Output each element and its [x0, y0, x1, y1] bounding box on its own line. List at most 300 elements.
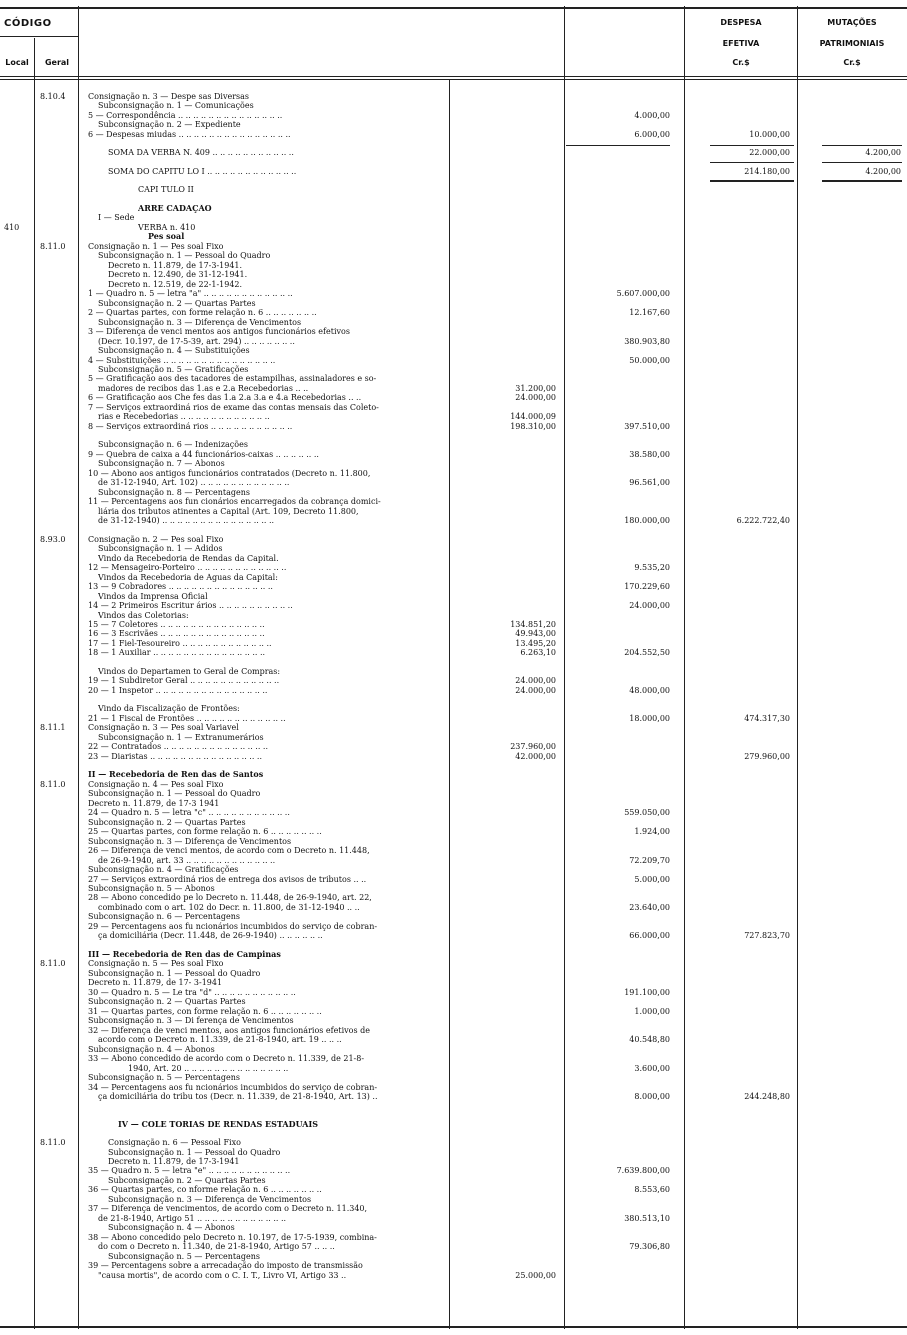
row-desc: 13 — 9 Cobradores .. .. .. .. .. .. .. .. .. .. .. .. .. .. [88, 582, 273, 591]
row-desc: Consignação n. 2 — Pes soal Fixo [88, 535, 224, 544]
row-b: 40.548,80 [629, 1035, 670, 1044]
row-desc: 9 — Quebra de caixa a 44 funcionários-caixas .. .. .. .. .. .. [88, 450, 319, 459]
row-c: 474.317,30 [744, 714, 790, 723]
table-row [0, 318, 907, 327]
table-row [0, 280, 907, 289]
table-row [0, 997, 907, 1006]
table-row [0, 101, 907, 110]
row-a: 13.495,20 [515, 639, 556, 648]
row-b: 38.580,00 [629, 450, 670, 459]
table-row [0, 582, 907, 591]
table-row [0, 827, 907, 836]
table-row [0, 1233, 907, 1242]
row-desc: 10 — Abono aos antigos funcionários contratados (Decreto n. 11.800, [88, 469, 371, 478]
row-desc: Decreto n. 11.879, de 17- 3-1941 [88, 978, 223, 987]
row-desc: madores de recibos das 1.as e 2.a Recebedorias .. .. [98, 384, 309, 393]
table-row [0, 1092, 907, 1101]
row-desc: IV — COLE TORIAS DE RENDAS ESTADUAIS [118, 1120, 319, 1129]
bottom-border [0, 1326, 907, 1328]
row-b: 397.510,00 [624, 422, 670, 431]
table-row [0, 969, 907, 978]
row-desc: 21 — 1 Fiscal de Frontões .. .. .. .. .. .. .. .. .. .. .. .. [88, 714, 286, 723]
table-row [0, 1120, 907, 1129]
table-row [0, 120, 907, 129]
table-row [0, 544, 907, 553]
row-desc: combinado com o art. 102 do Decr. n. 11.800, de 31-12-1940 .. .. [98, 903, 360, 912]
table-row [0, 837, 907, 846]
header-bottom-rule-2 [0, 79, 907, 80]
row-desc: Subconsignação n. 6 — Percentagens [88, 912, 240, 921]
row-desc: Vindos da Imprensa Oficial [98, 592, 208, 601]
row-b: 72.209,70 [629, 856, 670, 865]
table-row [0, 1176, 907, 1185]
table-row [0, 884, 907, 893]
row-a: 6.263,10 [520, 648, 556, 657]
row-b: 5.607.000,00 [616, 289, 670, 298]
table-row [0, 261, 907, 270]
row-b: 559.050,00 [624, 808, 670, 817]
row-desc: Subconsignação n. 5 — Percentagens [108, 1252, 260, 1261]
row-a: 42.000,00 [515, 752, 556, 761]
row-desc: 32 — Diferença de venci mentos, aos antigos funcionários efetivos de [88, 1026, 370, 1035]
row-desc: 17 — 1 Fiel-Tesoureiro .. .. .. .. .. .. .. .. .. .. .. .. [88, 639, 272, 648]
row-b: 50.000,00 [629, 356, 670, 365]
row-desc: Vindo da Fiscalização de Frontões: [98, 704, 240, 713]
table-row [0, 374, 907, 383]
row-b: 170.229,60 [624, 582, 670, 591]
table-row [0, 620, 907, 629]
row-desc: "causa mortis", de acordo com o C. I. T., Livro VI, Artigo 33 .. [98, 1271, 347, 1280]
row-desc: Subconsignação n. 4 — Gratificações [88, 865, 239, 874]
row-a: 24.000,00 [515, 686, 556, 695]
row-b: 191.100,00 [624, 988, 670, 997]
table-row [0, 469, 907, 478]
row-desc: SOMA DA VERBA N. 409 .. .. .. .. .. .. .. .. .. .. .. [108, 148, 294, 157]
table-row [0, 1035, 907, 1044]
row-desc: 8 — Serviços extraordiná rios .. .. .. .. .. .. .. .. .. .. .. [88, 422, 293, 431]
table-row [0, 204, 907, 213]
row-desc: de 31-12-1940, Art. 102) .. .. .. .. .. .. .. .. .. .. .. .. [98, 478, 290, 487]
row-a: 134.851,20 [510, 620, 556, 629]
table-row [0, 563, 907, 572]
row-desc: Vindos da Recebedoria de Águas da Capital: [98, 573, 278, 582]
row-desc: Subconsignação n. 1 — Comunicações [98, 101, 254, 110]
row-desc: ça domiciliária (Decr. 11.448, de 26-9-1940) .. .. .. .. .. .. [98, 931, 323, 940]
row-desc: ARRE CADAÇÃO [138, 204, 212, 213]
table-row [0, 648, 907, 657]
row-desc: Subconsignação n. 4 — Abonos [108, 1223, 235, 1232]
header-bottom-rule [0, 76, 907, 77]
row-desc: CAPI TULO II [138, 185, 194, 194]
row-c: 6.222.722,40 [736, 516, 790, 525]
row-desc: Subconsignação n. 4 — Substituições [98, 346, 250, 355]
row-b: 380.903,80 [624, 337, 670, 346]
table-row [0, 1261, 907, 1270]
table-row [0, 1016, 907, 1025]
row-desc: 39 — Percentagens sobre a arrecadação do imposto de transmissão [88, 1261, 363, 1270]
row-b: 66.000,00 [629, 931, 670, 940]
row-desc: 25 — Quartas partes, con forme relação n. 6 .. .. .. .. .. .. .. [88, 827, 322, 836]
row-d: 4.200,00 [865, 167, 901, 176]
table-row [0, 723, 907, 732]
table-row [0, 337, 907, 346]
row-desc: VERBA n. 410 [138, 223, 196, 232]
row-b: 1.924,00 [634, 827, 670, 836]
row-desc: liária dos tributos atinentes a Capital (Art. 109, Decreto 11.800, [98, 507, 359, 516]
header-mutacoes-1: MUTAÇÕES [827, 18, 877, 27]
row-desc: Subconsignação n. 5 — Abonos [88, 884, 215, 893]
row-b: 3.600,00 [634, 1064, 670, 1073]
row-desc: Consignação n. 3 — Pes soal Variavel [88, 723, 239, 732]
row-desc: 22 — Contratados .. .. .. .. .. .. .. .. .. .. .. .. .. .. [88, 742, 268, 751]
row-geral: 8.11.0 [40, 1138, 66, 1147]
row-desc: 19 — 1 Subdiretor Geral .. .. .. .. .. .. .. .. .. .. .. .. [88, 676, 280, 685]
row-desc: 16 — 3 Escrivães .. .. .. .. .. .. .. .. .. .. .. .. .. .. [88, 629, 265, 638]
table-row [0, 111, 907, 120]
row-b: 9.535,20 [634, 563, 670, 572]
table-row [0, 808, 907, 817]
row-c: 244.248,80 [744, 1092, 790, 1101]
table-row [0, 875, 907, 884]
header-despesa-2: EFETIVA [722, 39, 760, 48]
table-row [0, 931, 907, 940]
row-desc: 29 — Percentagens aos fu ncionários incumbidos do serviço de cobran- [88, 922, 378, 931]
row-desc: Subconsignação n. 1 — Pessoal do Quadro [88, 969, 261, 978]
table-row [0, 497, 907, 506]
row-a: 198.310,00 [510, 422, 556, 431]
table-row [0, 1054, 907, 1063]
row-b: 204.552,50 [624, 648, 670, 657]
header-codigo: CÓDIGO [4, 18, 52, 29]
table-row [0, 1007, 907, 1016]
table-row [0, 92, 907, 101]
row-b: 48.000,00 [629, 686, 670, 695]
row-b: 7.639.800,00 [616, 1166, 670, 1175]
table-row [0, 535, 907, 544]
table-row [0, 1026, 907, 1035]
row-desc: Subconsignação n. 2 — Quartas Partes [88, 997, 246, 1006]
table-row [0, 1148, 907, 1157]
row-desc: 5 — Correspondência .. .. .. .. .. .. .. .. .. .. .. .. .. .. [88, 111, 283, 120]
table-row [0, 1138, 907, 1147]
table-row [0, 450, 907, 459]
table-row [0, 639, 907, 648]
row-desc: 11 — Percentagens aos fun cionários encarregados da cobrança domici- [88, 497, 381, 506]
row-desc: 31 — Quartas partes, con forme relação n. 6 .. .. .. .. .. .. .. [88, 1007, 322, 1016]
row-desc: II — Recebedoria de Ren das de Santos [88, 770, 264, 779]
table-row [0, 629, 907, 638]
row-desc: Vindos do Departamen to Geral de Compras: [98, 667, 281, 676]
row-c: 10.000,00 [749, 130, 790, 139]
sum-rule [822, 180, 902, 182]
header-geral: Geral [44, 58, 70, 67]
row-a: 24.000,00 [515, 393, 556, 402]
table-row [0, 865, 907, 874]
table-row [0, 752, 907, 761]
row-desc: 33 — Abono concedido de acordo com o Decreto n. 11.339, de 21-8- [88, 1054, 365, 1063]
sum-rule [710, 162, 794, 163]
table-row [0, 1157, 907, 1166]
table-row [0, 667, 907, 676]
row-desc: Decreto n. 11.879, de 17-3 1941 [88, 799, 220, 808]
row-b: 380.513,10 [624, 1214, 670, 1223]
table-row [0, 393, 907, 402]
row-desc: Consignação n. 3 — Despe sas Diversas [88, 92, 250, 101]
row-b: 96.561,00 [629, 478, 670, 487]
table-row [0, 601, 907, 610]
table-row [0, 185, 907, 194]
table-row [0, 270, 907, 279]
row-b: 4.000,00 [634, 111, 670, 120]
row-desc: Consignação n. 4 — Pes soal Fixo [88, 780, 224, 789]
row-c: 727.823,70 [744, 931, 790, 940]
row-desc: Subconsignação n. 1 — Pessoal do Quadro [98, 251, 271, 260]
row-geral: 8.11.0 [40, 959, 66, 968]
table-row [0, 1083, 907, 1092]
table-row [0, 167, 907, 176]
row-desc: 34 — Percentagens aos fu ncionários incumbidos do serviço de cobran- [88, 1083, 378, 1092]
row-desc: 27 — Serviços extraordiná rios de entrega dos avisos de tributos .. .. [88, 875, 367, 884]
row-desc: Subconsignação n. 5 — Percentagens [88, 1073, 240, 1082]
table-row [0, 1064, 907, 1073]
table-row [0, 440, 907, 449]
table-row [0, 422, 907, 431]
row-desc: 30 — Quadro n. 5 — Le tra "d" .. .. .. .. .. .. .. .. .. .. .. [88, 988, 296, 997]
row-desc: Subconsignação n. 2 — Quartas Partes [108, 1176, 266, 1185]
header-local: Local [5, 58, 29, 67]
table-row [0, 403, 907, 412]
row-local: 410 [4, 223, 20, 232]
row-desc: Consignação n. 6 — Pessoal Fixo [108, 1138, 241, 1147]
row-desc: 7 — Serviços extraordiná rios de exame das contas mensais das Coleto- [88, 403, 379, 412]
table-row [0, 516, 907, 525]
row-desc: Subconsignação n. 7 — Abonos [98, 459, 225, 468]
row-b: 8.000,00 [634, 1092, 670, 1101]
table-row [0, 789, 907, 798]
header-codigo-rule [0, 36, 78, 37]
row-desc: Subconsignação n. 5 — Gratificações [98, 365, 249, 374]
table-row [0, 988, 907, 997]
row-desc: 15 — 7 Coletores .. .. .. .. .. .. .. .. .. .. .. .. .. .. [88, 620, 265, 629]
row-desc: de 21-8-1940, Artigo 51 .. .. .. .. .. .. .. .. .. .. .. .. [98, 1214, 287, 1223]
table-row [0, 922, 907, 931]
row-desc: Subconsignação n. 3 — Diferença de Vencimentos [108, 1195, 312, 1204]
row-geral: 8.11.0 [40, 780, 66, 789]
table-row [0, 846, 907, 855]
table-row [0, 950, 907, 959]
table-row [0, 1204, 907, 1213]
table-row [0, 242, 907, 251]
row-desc: 1 — Quadro n. 5 — letra "a" .. .. .. .. .. .. .. .. .. .. .. .. [88, 289, 293, 298]
row-b: 23.640,00 [629, 903, 670, 912]
table-row [0, 1166, 907, 1175]
table-row [0, 959, 907, 968]
row-desc: Pes soal [148, 232, 185, 241]
table-row [0, 384, 907, 393]
sum-rule [710, 180, 794, 182]
table-row [0, 818, 907, 827]
header-mutacoes-3: Cr.$ [843, 58, 861, 67]
row-desc: 23 — Diaristas .. .. .. .. .. .. .. .. .. .. .. .. .. .. .. [88, 752, 263, 761]
header-despesa-3: Cr.$ [732, 58, 750, 67]
sum-rule [822, 162, 902, 163]
row-desc: 6 — Gratificação aos Che fes das 1.a 2.a 3.a e 4.a Recebedorias .. .. [88, 393, 362, 402]
header-mutacoes-2: PATRIMONIAIS [819, 39, 885, 48]
row-b: 1.000,00 [634, 1007, 670, 1016]
table-row [0, 478, 907, 487]
table-row [0, 592, 907, 601]
row-desc: acordo com o Decreto n. 11.339, de 21-8-1940, art. 19 .. .. .. [98, 1035, 342, 1044]
row-desc: 14 — 2 Primeiros Escritur ários .. .. .. .. .. .. .. .. .. .. [88, 601, 293, 610]
row-desc: III — Recebedoria de Ren das de Campinas [88, 950, 281, 959]
row-desc: 38 — Abono concedido pelo Decreto n. 10.197, de 17-5-1939, combina- [88, 1233, 377, 1242]
row-desc: 24 — Quadro n. 5 — letra "c" .. .. .. .. .. .. .. .. .. .. .. [88, 808, 290, 817]
row-c: 279.960,00 [744, 752, 790, 761]
row-desc: 28 — Abono concedido pe lo Decreto n. 11.448, de 26-9-1940, art. 22, [88, 893, 372, 902]
table-row [0, 289, 907, 298]
row-b: 6.000,00 [634, 130, 670, 139]
row-desc: rias e Recebedorias .. .. .. .. .. .. .. .. .. .. .. .. [98, 412, 270, 421]
row-a: 49.943,00 [515, 629, 556, 638]
table-row [0, 223, 907, 232]
table-row [0, 130, 907, 139]
row-desc: 6 — Despesas miudas .. .. .. .. .. .. .. .. .. .. .. .. .. .. .. [88, 130, 291, 139]
row-desc: Subconsignação n. 4 — Abonos [88, 1045, 215, 1054]
row-geral: 8.10.4 [40, 92, 66, 101]
row-desc: ça domiciliária do tribu tos (Decr. n. 11.339, de 21-8-1940, Art. 13) .. [98, 1092, 378, 1101]
table-row [0, 459, 907, 468]
row-desc: Decreto n. 11.879, de 17-3-1941. [108, 261, 243, 270]
row-desc: 1940, Art. 20 .. .. .. .. .. .. .. .. .. .. .. .. .. .. [128, 1064, 289, 1073]
table-row [0, 148, 907, 157]
row-desc: 36 — Quartas partes, co nforme relação n. 6 .. .. .. .. .. .. .. [88, 1185, 322, 1194]
row-desc: Subconsignação n. 1 — Pessoal do Quadro [108, 1148, 281, 1157]
table-row [0, 213, 907, 222]
table-row [0, 714, 907, 723]
sum-rule [822, 145, 902, 146]
row-desc: Subconsignação n. 1 — Pessoal do Quadro [88, 789, 261, 798]
table-row [0, 346, 907, 355]
row-c: 214.180,00 [744, 167, 790, 176]
row-desc: 35 — Quadro n. 5 — letra "e" .. .. .. .. .. .. .. .. .. .. .. [88, 1166, 291, 1175]
row-d: 4.200,00 [865, 148, 901, 157]
row-desc: 3 — Diferença de venci mentos aos antigos funcionários efetivos [88, 327, 350, 336]
row-desc: 2 — Quartas partes, con forme relação n. 6 .. .. .. .. .. .. .. [88, 308, 317, 317]
row-desc: Subconsignação n. 6 — Indenizações [98, 440, 248, 449]
row-geral: 8.93.0 [40, 535, 66, 544]
row-desc: Vindo da Recebedoria de Rendas da Capital. [98, 554, 279, 563]
row-desc: 12 — Mensageiro-Porteiro .. .. .. .. .. .. .. .. .. .. .. .. [88, 563, 287, 572]
table-row [0, 1185, 907, 1194]
row-b: 24.000,00 [629, 601, 670, 610]
table-row [0, 365, 907, 374]
table-row [0, 232, 907, 241]
row-b: 180.000,00 [624, 516, 670, 525]
sum-rule [566, 145, 670, 146]
table-row [0, 611, 907, 620]
row-desc: do com o Decreto n. 11.340, de 21-8-1940, Artigo 57 .. .. .. [98, 1242, 335, 1251]
top-border [0, 7, 907, 9]
table-row [0, 733, 907, 742]
row-desc: 5 — Gratificação aos des tacadores de estampilhas, assinaladores e so- [88, 374, 377, 383]
row-b: 8.553,60 [634, 1185, 670, 1194]
row-desc: Decreto n. 12.519, de 22-1-1942. [108, 280, 243, 289]
table-row [0, 1242, 907, 1251]
table-row [0, 676, 907, 685]
table-row [0, 554, 907, 563]
row-desc: de 31-12-1940) .. .. .. .. .. .. .. .. .. .. .. .. .. .. .. [98, 516, 275, 525]
row-desc: Subconsignação n. 8 — Percentagens [98, 488, 250, 497]
table-row [0, 299, 907, 308]
row-desc: Decreto n. 11.879, de 17-3-1941 [108, 1157, 240, 1166]
row-a: 24.000,00 [515, 676, 556, 685]
row-a: 25.000,00 [515, 1271, 556, 1280]
row-desc: Consignação n. 1 — Pes soal Fixo [88, 242, 224, 251]
row-desc: SOMA DO CAPITU LO I .. .. .. .. .. .. .. .. .. .. .. .. [108, 167, 297, 176]
row-desc: 37 — Diferença de vencimentos, de acordo com o Decreto n. 11.340, [88, 1204, 368, 1213]
table-row [0, 327, 907, 336]
table-row [0, 903, 907, 912]
row-geral: 8.11.0 [40, 242, 66, 251]
row-b: 18.000,00 [629, 714, 670, 723]
row-geral: 8.11.1 [40, 723, 66, 732]
table-row [0, 1271, 907, 1280]
row-desc: Subconsignação n. 3 — Diferença de Vencimentos [88, 837, 292, 846]
table-row [0, 308, 907, 317]
row-b: 12.167,60 [629, 308, 670, 317]
table-row [0, 912, 907, 921]
row-desc: 26 — Diferença de venci mentos, de acordo com o Decreto n. 11.448, [88, 846, 370, 855]
row-desc: Subconsignação n. 2 — Quartas Partes [88, 818, 246, 827]
row-desc: Subconsignação n. 3 — Di ferença de Vencimentos [88, 1016, 294, 1025]
row-desc: de 26-9-1940, art. 33 .. .. .. .. .. .. .. .. .. .. .. .. [98, 856, 276, 865]
row-desc: Consignação n. 5 — Pes soal Fixo [88, 959, 224, 968]
table-row [0, 507, 907, 516]
row-desc: Vindos das Coletorias: [98, 611, 189, 620]
table-row [0, 1252, 907, 1261]
row-desc: Subconsignação n. 3 — Diferença de Vencimentos [98, 318, 302, 327]
table-row [0, 893, 907, 902]
table-row [0, 251, 907, 260]
row-desc: Subconsignação n. 1 — Extranumerários [98, 733, 264, 742]
row-desc: (Decr. 10.197, de 17-5-39, art. 294) .. .. .. .. .. .. .. [98, 337, 295, 346]
header-despesa-1: DESPESA [720, 18, 762, 27]
table-row [0, 1073, 907, 1082]
table-row [0, 412, 907, 421]
sum-rule [710, 145, 794, 146]
row-a: 144.000,09 [510, 412, 556, 421]
table-row [0, 1195, 907, 1204]
table-row [0, 799, 907, 808]
table-row [0, 488, 907, 497]
table-row [0, 1223, 907, 1232]
table-row [0, 856, 907, 865]
row-desc: I — Sede [98, 213, 135, 222]
row-desc: Decreto n. 12.490, de 31-12-1941. [108, 270, 248, 279]
row-b: 5.000,00 [634, 875, 670, 884]
table-row [0, 780, 907, 789]
row-b: 79.306,80 [629, 1242, 670, 1251]
table-row [0, 704, 907, 713]
row-desc: 18 — 1 Auxiliar .. .. .. .. .. .. .. .. .. .. .. .. .. .. .. [88, 648, 266, 657]
row-desc: 20 — 1 Inspetor .. .. .. .. .. .. .. .. .. .. .. .. .. .. .. [88, 686, 268, 695]
table-row [0, 573, 907, 582]
row-desc: 4 — Substituições .. .. .. .. .. .. .. .. .. .. .. .. .. .. .. [88, 356, 276, 365]
row-desc: Subconsignação n. 2 — Quartas Partes [98, 299, 256, 308]
row-desc: Subconsignação n. 1 — Adidos [98, 544, 223, 553]
row-c: 22.000,00 [749, 148, 790, 157]
table-row [0, 1214, 907, 1223]
